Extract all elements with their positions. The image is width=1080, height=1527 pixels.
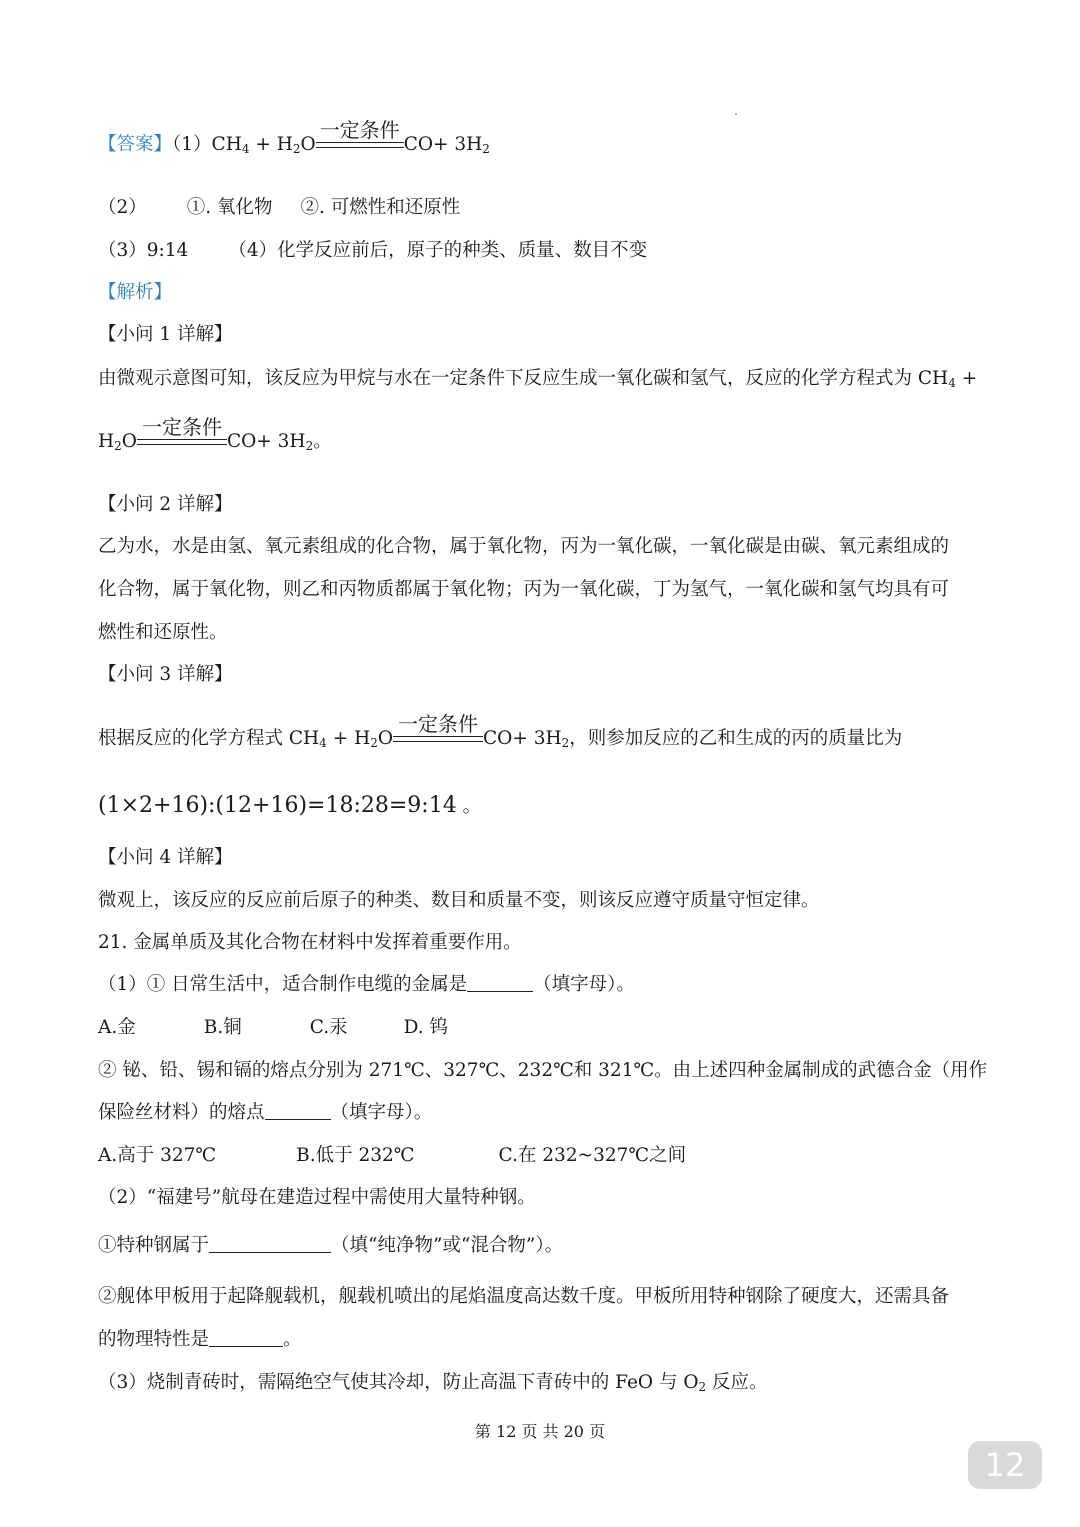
sub-question-1-title: 【小问 1 详解】 [98,324,233,345]
answer-line-1: 【答案】$(1)CH_4 + H_2O$ 一定条件 $CO+ 3H_2$ [98,118,490,156]
question-21-part-3: （3）烧制青砖时，需隔绝空气使其冷却，防止高温下青砖中的 FeO 与 $O_2$ 反应。 [98,1372,768,1394]
question-21-part-1b-line-2: 保险丝材料）的熔点 （填字母）。 [98,1102,433,1123]
sub-question-3-title: 【小问 3 详解】 [98,664,233,685]
sub-question-2-line-1: 乙为水，水是由氢、氧元素组成的化合物，属于氧化物，丙为一氧化碳，一氧化碳是由碳、氧元素组成的 [98,536,950,557]
scan-speck [735,113,737,115]
answer-blank [209,1328,283,1347]
question-21-stem: 21. 金属单质及其化合物在材料中发挥着重要作用。 [98,932,522,953]
reaction-arrow [316,118,404,158]
question-21-part-2-2-line-1: ②舰体甲板用于起降舰载机，舰载机喷出的尾焰温度高达数千度。甲板所用特种钢除了硬度大，还需具备 [98,1286,950,1307]
answer-label: 【答案】 [98,134,173,155]
answer-blank [467,973,533,992]
question-21-part-2-2-line-2: 的物理特性是 。 [98,1329,302,1350]
sub-question-4-text: 微观上，该反应的反应前后原子的种类、数目和质量不变，则该反应遵守质量守恒定律。 [98,890,820,911]
question-21-part-1: （1）① 日常生活中，适合制作电缆的金属是 （填字母）。 [98,974,635,995]
answer-blank [209,1234,331,1253]
sub-question-1-equation: $H_2O$ 一定条件 $CO+ 3H_2$。 [98,415,332,453]
sub-question-4-title: 【小问 4 详解】 [98,847,233,868]
sub-question-2-title: 【小问 2 详解】 [98,494,233,515]
sub-question-3-text: 根据反应的化学方程式 $CH_4 + H_2O$ 一定条件 $CO+ 3H_2$，则参加反应的乙和生成的丙的质量比为 [98,712,903,750]
analysis-label: 【解析】 [98,282,173,303]
mass-ratio-formula: (1×2+16):(12+16)=18:28=9:14 。 [98,793,482,818]
reaction-condition: 一定条件 [319,118,400,142]
answer-line-3: （3）9:14 （4）化学反应前后，原子的种类、质量、数目不变 [98,240,648,261]
answer-q1-prefix: （1）CH [172,134,242,155]
sub-question-2-line-2: 化合物，属于氧化物，则乙和丙物质都属于氧化物；丙为一氧化碳，丁为氢气，一氧化碳和氢气均具有可 [98,579,950,600]
answer-blank [265,1101,331,1120]
page-footer: 第 12 页 共 20 页 [474,1422,606,1441]
reaction-arrow: 一定条件 [393,726,483,752]
question-21-options-2: A.高于 327℃ B.低于 232℃ C.在 232~327℃之间 [98,1145,687,1166]
question-21-part-1b-line-1: ② 铋、铅、锡和镉的熔点分别为 271℃、327℃、232℃和 321℃。由上述四种金属制成的武德合金（用作 [98,1060,988,1081]
question-21-options-1: A.金 B.铜 C.汞 D. 钨 [98,1017,449,1038]
sub-question-1-text: 由微观示意图可知，该反应为甲烷与水在一定条件下反应生成一氧化碳和氢气，反应的化学方程式为 $CH_4$ + [98,368,978,390]
sub-question-2-line-3: 燃性和还原性。 [98,622,228,643]
answer-line-2: （2） ①. 氧化物 ②. 可燃性和还原性 [98,197,461,218]
question-21-part-2: （2）“福建号”航母在建造过程中需使用大量特种钢。 [98,1187,536,1208]
reaction-arrow: 一定条件 [137,429,227,455]
question-21-part-2-1: ①特种钢属于 （填“纯净物”或“混合物”）。 [98,1235,564,1256]
page-number-badge[interactable]: 12 [968,1441,1042,1489]
